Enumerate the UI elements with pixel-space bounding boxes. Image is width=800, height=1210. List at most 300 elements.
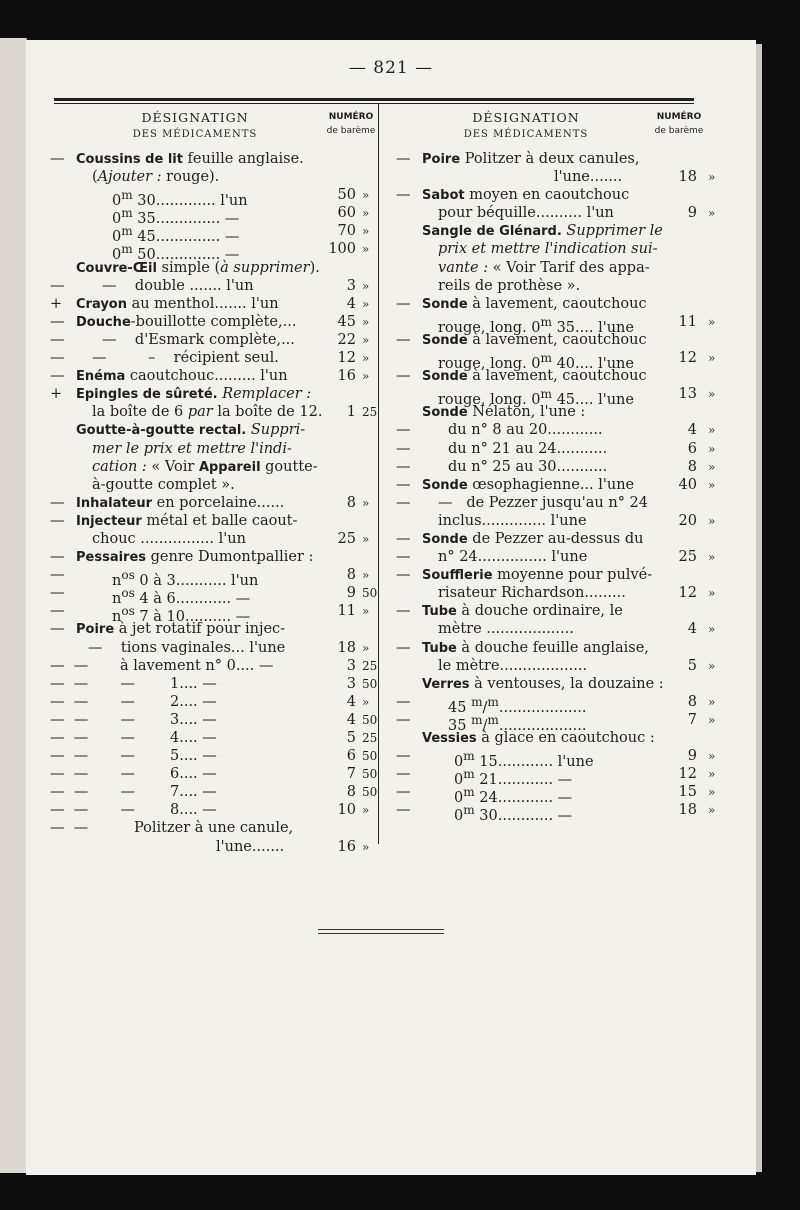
entry-value: 8 (687, 693, 697, 710)
entry-marker: — (50, 621, 65, 638)
entry-cents: » (708, 586, 716, 601)
list-item (396, 765, 716, 789)
entry-text: 0$^m$ 30............ — (454, 803, 573, 825)
entry-marker: + (50, 386, 63, 403)
entry-value: 5 (687, 657, 697, 674)
entry-cents: » (708, 477, 716, 492)
entry-cents: 50 (362, 586, 378, 601)
list-item (396, 602, 704, 620)
entry-text: Enéma caoutchouc......... l'un (76, 368, 288, 385)
entry-marker: — (396, 693, 411, 710)
entry-marker: — (50, 331, 65, 348)
entry-text: Tube à douche ordinaire, le (422, 603, 623, 620)
entry-marker: — (396, 151, 411, 167)
entry-cents: » (708, 622, 716, 637)
entry-text: 2.... — (170, 693, 217, 710)
list-item (396, 620, 716, 638)
entry-marker: — (50, 313, 65, 330)
entry-marker: — (50, 277, 65, 294)
number-subtitle-right: de barème (654, 126, 704, 136)
entry-text: 0$^m$ 24............ — (454, 785, 573, 807)
list-item (396, 331, 704, 349)
list-item (396, 494, 704, 512)
entry-text: rouge, long. 0$^m$ 40.... l'une (438, 351, 634, 372)
entry-text: — double ....... l'un (102, 277, 254, 294)
entry-text: Sabot moyen en caoutchouc (422, 187, 630, 204)
left-column (50, 106, 378, 856)
entry-marker: — (396, 331, 411, 348)
entry-cents: » (708, 767, 716, 782)
entry-marker: — (50, 368, 65, 385)
entry-cents: » (362, 531, 370, 546)
list-item (396, 584, 716, 602)
page-edge (756, 44, 762, 1172)
entry-text: Sonde à lavement, caoutchouc (422, 331, 647, 348)
list-item (396, 240, 704, 258)
entry-marker: — — — (50, 766, 135, 783)
entry-text: du n° 25 au 30........... (448, 458, 608, 475)
entry-value: 9 (346, 585, 356, 602)
entry-value: 4 (687, 621, 697, 638)
entry-cents: » (362, 351, 370, 366)
entry-text: Sonde œsophagienne... l'une (422, 476, 635, 493)
list-item (396, 259, 704, 277)
entry-value: 8 (687, 458, 697, 475)
entry-text: — tions vaginales... l'une (88, 639, 286, 656)
entry-text: Poire Politzer à deux canules, (422, 151, 640, 167)
entry-marker: — (50, 549, 65, 566)
entry-text: le mètre................... (438, 657, 588, 674)
list-item (396, 747, 716, 770)
entry-cents: 25 (362, 658, 378, 673)
entry-text: 0$^m$ 45.............. — (112, 224, 240, 246)
entry-value: 18 (337, 639, 356, 656)
entry-text: 7.... — (170, 784, 217, 801)
entry-cents: » (362, 332, 370, 347)
entry-value: 4 (687, 422, 697, 439)
entry-cents: » (362, 803, 370, 818)
entry-cents: » (362, 296, 370, 311)
entry-marker: — (396, 295, 411, 312)
list-item (396, 421, 716, 439)
list-item (396, 657, 716, 675)
entry-value: 25 (337, 530, 356, 547)
entry-value: 16 (337, 838, 356, 855)
list-item (396, 512, 716, 530)
entry-cents: » (362, 694, 370, 709)
entry-cents: » (362, 604, 370, 619)
entry-text: l'une....... (554, 169, 623, 186)
list-item (396, 458, 716, 476)
entry-marker: — (396, 567, 411, 584)
header-rule (54, 98, 694, 101)
entry-cents: » (708, 550, 716, 565)
designation-heading-right (426, 108, 626, 142)
entry-text: l'une....... (216, 838, 285, 855)
list-item (50, 693, 372, 711)
entry-cents: 50 (362, 712, 378, 727)
list-item (396, 783, 716, 807)
entry-text: Verres à ventouses, la douzaine : (422, 675, 664, 692)
list-item (50, 150, 372, 168)
entry-value: 7 (687, 711, 697, 728)
list-item (396, 277, 704, 295)
footer-rule-2 (318, 933, 444, 934)
entry-value: 22 (337, 331, 356, 348)
entry-marker: — — — (50, 693, 135, 710)
page-number: — 821 — (348, 58, 434, 78)
entry-marker: — (396, 422, 411, 439)
entry-cents: » (362, 224, 370, 239)
entry-value: 70 (337, 223, 356, 240)
list-item (50, 440, 372, 458)
entry-text: Coussins de lit feuille anglaise. (76, 151, 304, 167)
entry-text: Sonde à lavement, caoutchouc (422, 368, 647, 385)
entry-marker: — (50, 512, 65, 529)
list-item (50, 277, 372, 295)
entry-text: 0$^m$ 21............ — (454, 767, 573, 789)
entry-text: 1.... — (170, 675, 217, 692)
entry-value: 50 (337, 187, 356, 204)
entry-value: 100 (328, 241, 356, 258)
list-item (50, 385, 372, 403)
entry-text: Crayon au menthol....... l'un (76, 295, 279, 312)
entry-text: Politzer à une canule, (134, 820, 294, 837)
list-item (50, 639, 372, 657)
entry-value: 45 (337, 313, 356, 330)
entry-marker: — (396, 494, 411, 511)
entry-value: 8 (346, 784, 356, 801)
entry-value: 15 (678, 784, 697, 801)
list-item (50, 711, 378, 729)
list-item (50, 675, 378, 693)
entry-text: 0$^m$ 35.............. — (112, 206, 240, 228)
entry-value: 7 (346, 766, 356, 783)
entry-cents: 25 (362, 731, 378, 745)
entry-text: rouge, long. 0$^m$ 35.... l'une (438, 314, 634, 336)
entry-value: 11 (678, 313, 697, 330)
entry-text: 0$^m$ 30............. l'un (112, 188, 248, 210)
entry-cents: » (708, 206, 716, 221)
list-item (396, 729, 704, 747)
list-item (396, 801, 716, 825)
list-item (50, 765, 378, 783)
entry-value: 20 (678, 512, 697, 529)
entry-cents: 50 (362, 785, 378, 800)
entry-text: Sonde Nélaton, l'une : (422, 404, 586, 421)
entry-value: 5 (346, 730, 356, 746)
entry-value: 1 (346, 404, 356, 421)
list-item (50, 403, 378, 421)
entry-text: mer le prix et mettre l'indi- (92, 440, 292, 457)
entry-cents: » (362, 206, 370, 221)
number-title: NUMÉRO (328, 112, 374, 122)
list-item (50, 620, 372, 638)
entry-value: 60 (337, 205, 356, 222)
entry-text: Douche-bouillotte complète,... (76, 313, 297, 330)
entry-text: Epingles de sûreté. Remplacer : (76, 386, 312, 403)
entry-value: 4 (346, 711, 356, 728)
entry-value: 6 (687, 440, 697, 457)
list-item (50, 548, 372, 566)
entry-text: 0$^m$ 15............ l'une (454, 749, 594, 770)
entry-marker: — (50, 567, 65, 584)
entry-text: du n° 21 au 24........... (448, 440, 608, 457)
entry-value: 40 (678, 476, 697, 493)
entry-cents: » (708, 351, 716, 366)
entry-value: 8 (346, 494, 356, 511)
entry-text: (Ajouter : rouge). (92, 169, 220, 186)
entry-value: 12 (337, 350, 356, 367)
entry-cents: » (708, 441, 716, 456)
entry-cents: » (362, 314, 370, 329)
list-item (50, 819, 372, 837)
list-item (50, 783, 378, 801)
entry-text: 5.... — (170, 748, 217, 765)
entry-cents: » (362, 278, 370, 293)
entry-text: cation : « Voir Appareil goutte- (92, 458, 318, 475)
entry-cents: » (708, 423, 716, 438)
entry-value: 4 (346, 693, 356, 710)
entry-value: 13 (678, 386, 697, 403)
entry-text: Goutte-à-goutte rectal. Suppri- (76, 422, 306, 439)
entry-cents: » (362, 640, 370, 655)
entry-text: — de Pezzer jusqu'au n° 24 (438, 494, 649, 511)
entry-marker: — (396, 802, 411, 819)
entry-cents: » (708, 785, 716, 800)
entry-marker: — — — (50, 675, 135, 692)
entry-marker: — (50, 151, 65, 167)
entry-marker: — (50, 585, 65, 602)
entry-marker: — (50, 494, 65, 511)
right-entries (396, 150, 716, 825)
left-column-header (50, 106, 376, 150)
entry-text: $n^{os}$ 4 à 6............ — (112, 586, 251, 608)
entry-text: $n^{os}$ 7 à 10.......... — (112, 604, 251, 626)
entry-text: 35 $^m$/$^m$................... (448, 712, 587, 734)
entry-cents: » (708, 749, 716, 764)
entry-cents: » (708, 658, 716, 673)
list-item (396, 440, 716, 458)
entry-text: inclus.............. l'une (438, 512, 587, 529)
list-item (50, 421, 372, 439)
entry-text: Pessaires genre Dumontpallier : (76, 549, 314, 566)
list-item (50, 240, 372, 264)
list-item (50, 530, 372, 548)
designation-heading (90, 108, 300, 142)
list-item (50, 584, 378, 608)
list-item (396, 476, 716, 494)
list-item (50, 512, 372, 530)
list-item (396, 566, 704, 584)
list-item (396, 675, 704, 693)
list-item (50, 349, 372, 367)
entry-cents: » (708, 513, 716, 528)
list-item (50, 367, 372, 385)
entry-text: 45 $^m$/$^m$................... (448, 694, 587, 716)
footer-rule (318, 929, 444, 930)
entry-marker: — (396, 784, 411, 801)
entry-text: n° 24............... l'une (438, 549, 588, 566)
list-item (396, 222, 704, 240)
entry-text: Sangle de Glénard. Supprimer le (422, 223, 663, 240)
entry-cents: » (708, 712, 716, 727)
entry-cents: » (362, 242, 370, 257)
entry-value: 4 (346, 295, 356, 312)
entry-marker: — (396, 748, 411, 765)
document-page (26, 40, 756, 1175)
entry-text: à-goutte complet ». (92, 476, 235, 493)
designation-title: DÉSIGNATIGN (141, 110, 249, 125)
entry-text: Soufflerie moyenne pour pulvé- (422, 567, 653, 584)
list-item (396, 313, 716, 336)
entry-text: risateur Richardson......... (438, 585, 626, 602)
entry-text: Sonde de Pezzer au-dessus du (422, 530, 644, 547)
list-item (50, 729, 378, 747)
entry-cents: 50 (362, 767, 378, 782)
entry-value: 10 (337, 802, 356, 819)
entry-cents: 50 (362, 749, 378, 764)
number-heading-right (654, 110, 704, 138)
entry-text: Tube à douche feuille anglaise, (422, 639, 649, 656)
entry-marker: — — (50, 657, 89, 674)
entry-text: Couvre-Œil simple (à supprimer). (76, 259, 320, 276)
list-item (50, 295, 372, 313)
list-item (50, 476, 372, 494)
entry-cents: » (708, 694, 716, 709)
entry-text: Inhalateur en porcelaine...... (76, 494, 285, 511)
entry-marker: — (50, 350, 65, 367)
entry-text: du n° 8 au 20............ (448, 422, 603, 439)
list-item (50, 204, 372, 228)
entry-cents: 50 (362, 676, 378, 691)
list-item (396, 349, 716, 372)
entry-marker: — — — (50, 748, 135, 765)
entry-text: — – récipient seul. (92, 350, 279, 367)
entry-text: chouc ................ l'un (92, 530, 246, 547)
entry-value: 8 (346, 567, 356, 584)
number-title-right: NUMÉRO (656, 112, 702, 122)
entry-text: vante : « Voir Tarif des appa- (438, 259, 650, 276)
entry-marker: — — — (50, 711, 135, 728)
designation-title-right: DÉSIGNATION (472, 110, 580, 125)
entry-marker: — (50, 603, 65, 620)
book-spine (0, 38, 27, 1173)
entry-text: Sonde à lavement, caoutchouc (422, 295, 647, 312)
entry-text: rouge, long. 0$^m$ 45.... l'une (438, 387, 634, 409)
entry-value: 12 (678, 766, 697, 783)
list-item (50, 838, 372, 856)
list-item (50, 458, 372, 476)
entry-text: prix et mettre l'indication sui- (438, 241, 658, 258)
entry-text: Vessies à glace en caoutchouc : (422, 730, 655, 746)
list-item (396, 548, 716, 566)
list-item (50, 186, 372, 210)
list-item (50, 494, 372, 512)
list-item (50, 602, 372, 626)
entry-text: 0$^m$ 50.............. — (112, 242, 240, 264)
entry-marker: — (396, 530, 411, 547)
list-item (50, 259, 372, 277)
entry-marker: — (396, 368, 411, 385)
entry-cents: » (708, 170, 716, 185)
entry-value: 18 (678, 169, 697, 186)
entry-text: à lavement n° 0.... — (120, 657, 274, 674)
entry-value: 3 (346, 657, 356, 674)
list-item (50, 168, 372, 186)
list-item (396, 711, 716, 734)
entry-cents: » (708, 803, 716, 818)
entry-cents: » (362, 495, 370, 510)
entry-text: — d'Esmark complète,... (102, 331, 295, 348)
entry-marker: — — — (50, 802, 135, 819)
left-entries (50, 150, 378, 856)
list-item (50, 801, 372, 819)
designation-subtitle: DES MÉDICAMENTS (132, 129, 258, 140)
list-item (396, 168, 716, 186)
entry-marker: + (50, 295, 63, 312)
entry-marker: — (396, 458, 411, 475)
entry-marker: — — — (50, 730, 135, 746)
entry-marker: — — (50, 820, 89, 837)
entry-value: 11 (337, 603, 356, 620)
entry-marker: — (396, 187, 411, 204)
list-item (396, 639, 704, 657)
entry-marker: — (396, 549, 411, 566)
list-item (396, 693, 716, 716)
designation-subtitle-right: DES MÉDICAMENTS (463, 129, 589, 140)
entry-text: $n^{os}$ 0 à 3........... l'un (112, 568, 259, 589)
number-heading (320, 110, 382, 138)
entry-cents: » (708, 387, 716, 402)
entry-marker: — (396, 440, 411, 457)
entry-cents: 25 (362, 405, 378, 420)
list-item (396, 295, 704, 313)
entry-cents: » (362, 369, 370, 384)
right-column-header (396, 106, 704, 150)
entry-text: 6.... — (170, 766, 217, 783)
list-item (50, 313, 372, 331)
entry-value: 16 (337, 368, 356, 385)
entry-marker: — (396, 639, 411, 656)
entry-marker: — (396, 711, 411, 728)
entry-text: 4.... — (170, 730, 217, 746)
right-column (396, 106, 716, 825)
entry-marker: — — — (50, 784, 135, 801)
list-item (50, 657, 378, 675)
entry-value: 18 (678, 802, 697, 819)
list-item (396, 367, 704, 385)
list-item (396, 403, 704, 421)
entry-marker: — (396, 766, 411, 783)
entry-cents: » (708, 314, 716, 329)
entry-value: 9 (687, 748, 697, 765)
list-item (50, 222, 372, 246)
entry-cents: » (708, 459, 716, 474)
entry-text: Injecteur métal et balle caout- (76, 512, 298, 529)
list-item (396, 150, 704, 168)
list-item (396, 385, 716, 409)
entry-value: 6 (346, 748, 356, 765)
entry-marker: — (396, 603, 411, 620)
entry-value: 3 (346, 277, 356, 294)
entry-cents: » (362, 568, 370, 583)
entry-text: pour béquille.......... l'un (438, 205, 614, 222)
entry-marker: — (396, 476, 411, 493)
entry-text: 3.... — (170, 711, 217, 728)
entry-text: mètre ................... (438, 621, 574, 638)
list-item (50, 747, 378, 765)
